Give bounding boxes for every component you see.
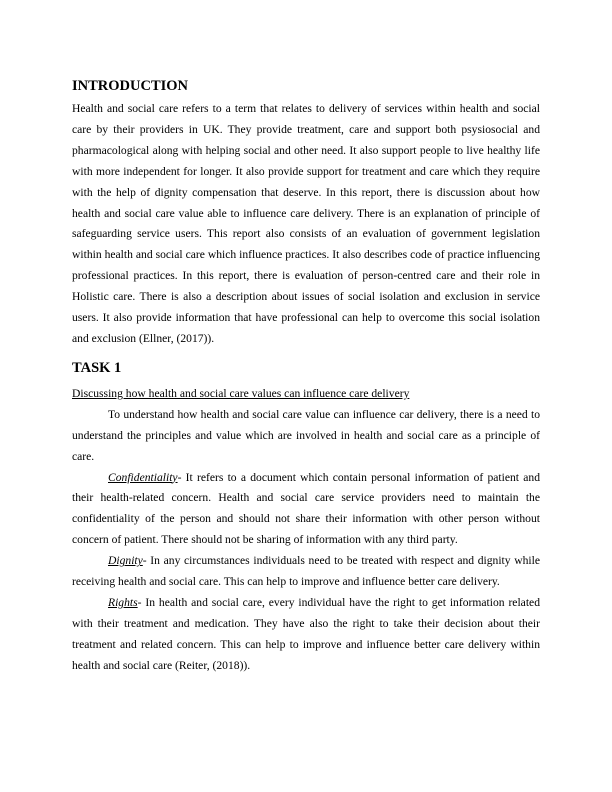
- value-text-rights: - In health and social care, every individual have the right to get information related with their treatment and medication. They have also the right to take their decision about their treatment and related concern. This can help to improve and influence better care delivery within health and social care (Reiter, (2018)).: [72, 595, 540, 672]
- introduction-heading: INTRODUCTION: [72, 78, 189, 94]
- introduction-paragraph: Health and social care refers to a term that relates to delivery of services within health and social care by their providers in UK. They provide treatment, care and support both psysiosocial and pharmacological along with helping social and other need. It also support people to live healthy life with more independent for longer. It also provide support for treatment and care which they require with the help of dignity compensation that deserve. In this report, there is discussion about how health and social care value able to influence care delivery. There is an explanation of principle of safeguarding service users. This report also consists of an evaluation of government legislation within health and social care which influence practices. It also describes code of practice influencing professional practices. In this report, there is evaluation of person-centred care and their role in Holistic care. There is also a description about issues of social isolation and exclusion in service users. It also provide information that have professional can help to overcome this social isolation and exclusion (Ellner, (2017)).: [72, 102, 540, 345]
- value-text-confidentiality: - It refers to a document which contain personal information of patient and their health-related concern. Health and social care service providers need to maintain the confidentiality of the person and should not share their information with other person without concern of patient. There should not be sharing of information with any third party.: [72, 470, 540, 547]
- value-confidentiality-paragraph: [72, 468, 540, 552]
- task1-subheading: Discussing how health and social care values can influence care delivery: [72, 386, 410, 400]
- task1-intro-paragraph: To understand how health and social care value can influence car delivery, there is a need to understand the principles and value which are involved in health and social care as a principle of care.: [72, 407, 540, 463]
- value-rights-paragraph: [72, 593, 540, 677]
- value-text-dignity: - In any circumstances individuals need to be treated with respect and dignity while receiving health and social care. This can help to improve and influence better care delivery.: [72, 554, 540, 589]
- value-dignity-paragraph: [72, 551, 540, 593]
- document-page: [72, 76, 540, 677]
- value-term-dignity: Dignity: [108, 554, 143, 568]
- value-term-rights: Rights: [108, 595, 138, 609]
- value-term-confidentiality: Confidentiality: [108, 470, 178, 484]
- task1-heading: TASK 1: [72, 359, 122, 376]
